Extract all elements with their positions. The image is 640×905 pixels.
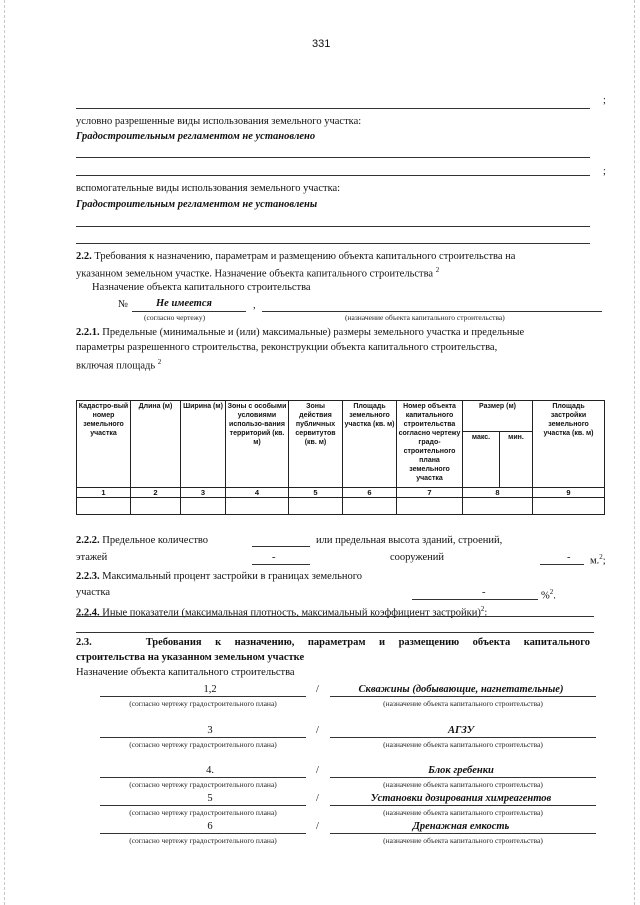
object-name: Скважины (добывающие, нагнетательные) <box>358 684 564 695</box>
section-2-2-line2: указанном земельном участке. Назначение объекта капитального строительства $^2$ <box>76 266 440 280</box>
empty-cell <box>289 498 343 515</box>
object-number: 3 <box>207 725 213 736</box>
scan-edge-right <box>634 0 635 905</box>
object-name: Блок гребенки <box>428 765 494 776</box>
auxiliary-uses-label: вспомогательные виды использования земельного участка: <box>76 183 341 194</box>
caption-right: (назначение объекта капитального строительства) <box>383 780 543 789</box>
underline <box>76 243 590 244</box>
object-number: 6 <box>207 821 213 832</box>
caption-left: (согласно чертежу градостроительного плана) <box>129 836 277 845</box>
empty-cell <box>226 498 289 515</box>
underline <box>100 737 306 738</box>
underline <box>76 226 590 227</box>
percent-value: - <box>482 587 486 598</box>
auxiliary-uses-value: Градостроительным регламентом не установлены <box>76 199 318 210</box>
object-name: Установки дозирования химреагентов <box>370 793 552 804</box>
height-value: - <box>567 552 571 563</box>
parameters-table <box>76 400 605 515</box>
header-zones-special: Зоны с особыми условиями использо-вания территорий (кв. м) <box>226 401 289 488</box>
caption-right: (назначение объекта капитального строительства) <box>383 836 543 845</box>
underline <box>76 108 590 109</box>
column-number: 9 <box>533 488 605 498</box>
underline <box>330 833 596 834</box>
object-number: 1,2 <box>203 684 217 695</box>
object-name: Дренажная емкость <box>412 821 510 832</box>
slash: / <box>316 725 319 736</box>
header-cadastral: Кадастро-вый номер земельного участка <box>77 401 131 488</box>
underline <box>100 833 306 834</box>
object-number: 4. <box>206 765 214 776</box>
caption-left: (согласно чертежу градостроительного плана) <box>129 699 277 708</box>
caption-left: (согласно чертежу градостроительного плана) <box>129 808 277 817</box>
caption-right: (назначение объекта капитального строительства) <box>383 699 543 708</box>
scan-edge-left <box>4 0 5 905</box>
slash: / <box>316 793 319 804</box>
column-number: 6 <box>343 488 397 498</box>
header-width: Ширина (м) <box>181 401 226 488</box>
header-plot-area: Площадь земельного участка (кв. м) <box>343 401 397 488</box>
header-min: мин. <box>500 432 533 488</box>
column-number: 3 <box>181 488 226 498</box>
column-number: 5 <box>289 488 343 498</box>
underline <box>76 175 590 176</box>
header-object-number: Номер объекта капитального строительства согласно чертежу градо-строительного плана земельного участка <box>397 401 463 488</box>
underline <box>252 546 310 547</box>
page-number: 331 <box>312 38 331 50</box>
section-2-2-3-label1: 2.2.3. Максимальный процент застройки в границах земельного <box>76 571 363 582</box>
caption-left: (согласно чертежу градостроительного плана) <box>129 780 277 789</box>
object-name: АГЗУ <box>447 725 475 736</box>
caption-left: (согласно чертежу градостроительного плана) <box>129 740 277 749</box>
header-building-area: Площадь застройки земельного участка (кв. м) <box>533 401 605 488</box>
column-number: 7 <box>397 488 463 498</box>
section-2-2-2-label1: 2.2.2. Предельное количество <box>76 535 209 546</box>
section-2-2-1-line2: параметры разрешенного строительства, реконструкции объекта капитального строительства, <box>76 342 498 353</box>
section-2-2-2-label3: или предельная высота зданий, строений, <box>316 535 503 546</box>
section-2-2-line1: 2.2. Требования к назначению, параметрам и размещению объекта капитального строительства на <box>76 251 516 262</box>
section-2-2-2-label2: этажей <box>76 552 108 563</box>
section-2-2-1-line3: включая площадь $^2$ <box>76 358 162 372</box>
empty-cell <box>533 498 605 515</box>
underline <box>262 311 602 312</box>
empty-cell <box>181 498 226 515</box>
semicolon-mark: ; <box>603 95 606 106</box>
header-length: Длина (м) <box>131 401 181 488</box>
underline <box>252 564 310 565</box>
conditional-uses-label: условно разрешенные виды использования земельного участка: <box>76 116 362 127</box>
underline <box>412 599 538 600</box>
underline <box>76 616 594 617</box>
empty-cell <box>463 498 533 515</box>
slash: / <box>316 821 319 832</box>
column-number: 4 <box>226 488 289 498</box>
section-2-2-4: 2.2.4. Иные показатели (максимальная плотность, максимальный коэффициент застройки)$^2$: <box>76 605 488 619</box>
section-2-2-purpose-label: Назначение объекта капитального строительства <box>92 282 311 293</box>
semicolon-mark: ; <box>603 166 606 177</box>
comma: , <box>253 300 256 311</box>
number-sign: № <box>118 299 129 310</box>
object-number: 5 <box>207 793 213 804</box>
conditional-uses-value: Градостроительным регламентом не установлено <box>76 131 316 142</box>
header-zones-servitude: Зоны действия публичных сервитутов (кв. м) <box>289 401 343 488</box>
slash: / <box>316 684 319 695</box>
caption-purpose: (назначение объекта капитального строительства) <box>345 313 505 322</box>
underline <box>540 564 584 565</box>
empty-cell <box>343 498 397 515</box>
header-size: Размер (м) <box>463 401 533 432</box>
empty-cell <box>397 498 463 515</box>
column-number: 1 <box>77 488 131 498</box>
section-2-3-purpose-label: Назначение объекта капитального строительства <box>76 667 295 678</box>
underline <box>76 632 594 633</box>
section-2-3-line1: 2.3. Требования к назначению, параметрам и размещению объекта капитального <box>76 637 590 648</box>
empty-cell <box>131 498 181 515</box>
caption-right: (назначение объекта капитального строительства) <box>383 740 543 749</box>
column-number: 8 <box>463 488 533 498</box>
column-number: 2 <box>131 488 181 498</box>
floors-value: - <box>272 552 276 563</box>
no-value: Не имеется <box>156 298 212 309</box>
underline <box>132 311 246 312</box>
underline <box>330 696 596 697</box>
height-unit: м.$^2$; <box>590 553 606 567</box>
underline <box>330 805 596 806</box>
caption-drawing: (согласно чертежу) <box>144 313 206 322</box>
section-2-3-line2: строительства на указанном земельном участке <box>76 652 305 663</box>
underline <box>330 737 596 738</box>
caption-right: (назначение объекта капитального строительства) <box>383 808 543 817</box>
section-2-2-3-label2: участка <box>76 587 111 598</box>
underline <box>100 696 306 697</box>
underline <box>76 157 590 158</box>
slash: / <box>316 765 319 776</box>
section-2-2-1-line1: 2.2.1. Предельные (минимальные и (или) максимальные) размеры земельного участка и предельные <box>76 327 525 338</box>
header-max: макс. <box>463 432 500 488</box>
underline <box>330 777 596 778</box>
empty-cell <box>77 498 131 515</box>
section-2-2-2-label4: сооружений <box>390 552 445 563</box>
underline <box>100 805 306 806</box>
percent-unit: %$^2$. <box>541 588 556 602</box>
underline <box>100 777 306 778</box>
